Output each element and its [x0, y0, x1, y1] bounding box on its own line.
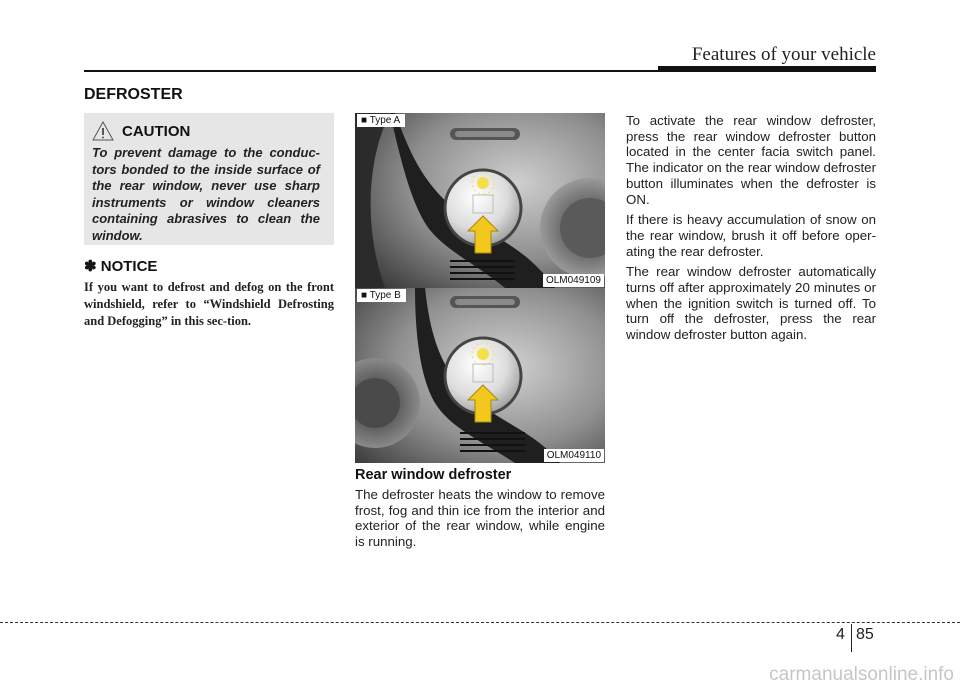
footer-rule	[0, 622, 960, 623]
figure-code: OLM049110	[544, 449, 604, 462]
warning-triangle-icon	[92, 121, 114, 141]
caution-title: CAUTION	[122, 122, 191, 140]
page-number: 85	[856, 626, 874, 643]
section-title: DEFROSTER	[84, 86, 183, 103]
paragraph: The rear window defroster automatically turns off after approximately 20 minutes or when the ignition switch is turned off. To turn off the defroster, press the rear window defroster button again.	[626, 264, 876, 343]
dashboard-photo-type-b	[355, 288, 605, 463]
chapter-number: 4	[836, 626, 845, 643]
caution-text: To prevent damage to the conduc-tors bonded to the inside surface of the rear window, never use sharp instruments or window cleaners containing abrasives to clean the window.	[92, 145, 320, 243]
caution-header	[92, 121, 326, 141]
header-rule-accent	[658, 66, 876, 72]
paragraph: To activate the rear window defroster, press the rear window defroster button located in the center facia switch panel. The indicator on the rear window defroster button illuminates when the defroster is ON.	[626, 113, 876, 207]
watermark: carmanualsonline.info	[769, 664, 954, 685]
figure-type-label: ■ Type A	[357, 114, 405, 127]
subsection-title: Rear window defroster	[355, 467, 512, 483]
figure-type-b	[355, 288, 605, 463]
figure-type-a	[355, 113, 605, 288]
dashboard-photo-type-a	[355, 113, 605, 288]
rear-defroster-text: The defroster heats the window to remove frost, fog and thin ice from the interior and exterior of the rear window, while engine is running.	[355, 487, 605, 550]
notice-text: If you want to defrost and defog on the front windshield, refer to “Windshield Defrosting and Defogging” in this sec-tion.	[84, 280, 334, 328]
figure-code: OLM049109	[543, 274, 604, 287]
caution-box	[84, 113, 334, 245]
figure-type-label: ■ Type B	[357, 289, 406, 302]
paragraph: If there is heavy accumulation of snow on the rear window, brush it off before oper-ating the rear defroster.	[626, 212, 876, 259]
header-title: Features of your vehicle	[691, 44, 876, 65]
page-number-divider	[851, 624, 852, 652]
right-column	[626, 113, 876, 348]
notice-title: ✽ NOTICE	[84, 258, 158, 275]
